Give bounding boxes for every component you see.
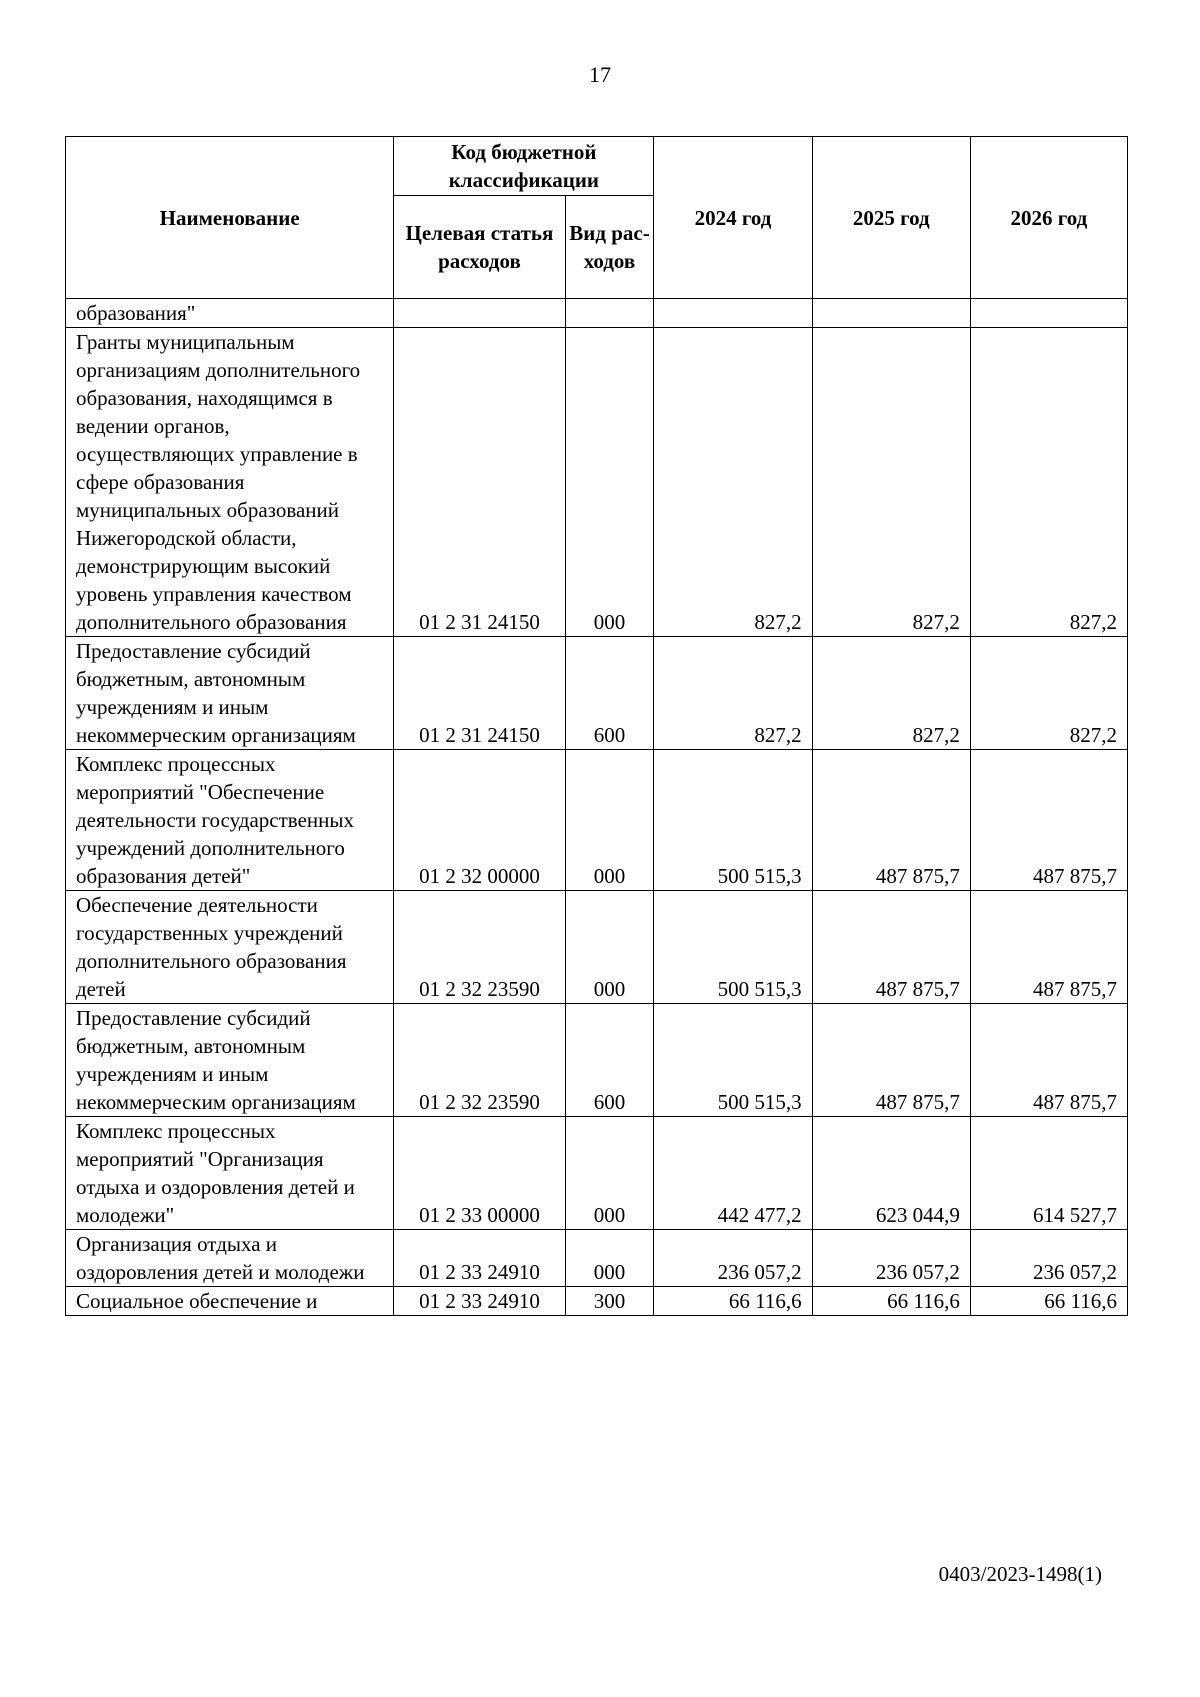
row-expense-type: 000 — [565, 328, 654, 637]
row-value-2026: 66 116,6 — [970, 1287, 1127, 1316]
header-year-2025: 2025 год — [812, 137, 970, 299]
row-value-2026 — [970, 299, 1127, 328]
row-name: Комплекс процессных мероприятий "Организация отдыха и оздоровления детей и молодежи" — [66, 1117, 394, 1230]
row-value-2025: 236 057,2 — [812, 1230, 970, 1287]
row-value-2026: 487 875,7 — [970, 750, 1127, 891]
row-target-code: 01 2 32 23590 — [394, 891, 565, 1004]
row-target-code: 01 2 32 23590 — [394, 1004, 565, 1117]
row-value-2025: 827,2 — [812, 328, 970, 637]
header-year-2026: 2026 год — [970, 137, 1127, 299]
row-value-2026: 827,2 — [970, 637, 1127, 750]
header-year-2024: 2024 год — [654, 137, 812, 299]
row-expense-type: 300 — [565, 1287, 654, 1316]
row-value-2025 — [812, 299, 970, 328]
row-value-2024: 500 515,3 — [654, 1004, 812, 1117]
header-target-article: Целевая статья расходов — [394, 196, 565, 299]
row-value-2024: 66 116,6 — [654, 1287, 812, 1316]
row-expense-type: 000 — [565, 891, 654, 1004]
row-name: Обеспечение деятельности государственных учреждений дополнительного образования детей — [66, 891, 394, 1004]
header-row-top — [66, 137, 1128, 196]
row-expense-type: 000 — [565, 1230, 654, 1287]
row-value-2025: 487 875,7 — [812, 1004, 970, 1117]
header-code-group: Код бюджетной классификации — [394, 137, 654, 196]
row-value-2026: 827,2 — [970, 328, 1127, 637]
row-name: Социальное обеспечение и — [66, 1287, 394, 1316]
document-code: 0403/2023-1498(1) — [938, 1562, 1102, 1586]
row-value-2024: 827,2 — [654, 637, 812, 750]
row-value-2026: 614 527,7 — [970, 1117, 1127, 1230]
header-name: Наименование — [66, 137, 394, 299]
row-name: Предоставление субсидий бюджетным, автономным учреждениям и иным некоммерческим организациям — [66, 1004, 394, 1117]
table-row — [66, 328, 1128, 637]
row-value-2024: 236 057,2 — [654, 1230, 812, 1287]
row-value-2024: 827,2 — [654, 328, 812, 637]
row-value-2024: 500 515,3 — [654, 750, 812, 891]
row-name: Гранты муниципальным организациям дополнительного образования, находящимся в ведении органов, осуществляющих управление в сфере образования муниципальных образований Нижегородской области, демонстрирующим высокий уровень управления качеством дополнительного образования — [66, 328, 394, 637]
table-row — [66, 1230, 1128, 1287]
table-row — [66, 1117, 1128, 1230]
row-value-2025: 66 116,6 — [812, 1287, 970, 1316]
table-row — [66, 1004, 1128, 1117]
row-name: Организация отдыха и оздоровления детей и молодежи — [66, 1230, 394, 1287]
row-value-2024: 442 477,2 — [654, 1117, 812, 1230]
row-expense-type: 600 — [565, 637, 654, 750]
row-target-code: 01 2 32 00000 — [394, 750, 565, 891]
row-value-2024 — [654, 299, 812, 328]
header-expense-type: Вид рас-ходов — [565, 196, 654, 299]
page-number: 17 — [589, 62, 611, 87]
row-expense-type: 000 — [565, 1117, 654, 1230]
row-target-code: 01 2 31 24150 — [394, 637, 565, 750]
row-value-2025: 623 044,9 — [812, 1117, 970, 1230]
table-row — [66, 299, 1128, 328]
row-value-2025: 827,2 — [812, 637, 970, 750]
row-value-2025: 487 875,7 — [812, 891, 970, 1004]
table-row — [66, 891, 1128, 1004]
row-target-code: 01 2 33 24910 — [394, 1287, 565, 1316]
row-name: образования" — [66, 299, 394, 328]
row-value-2026: 487 875,7 — [970, 1004, 1127, 1117]
row-expense-type — [565, 299, 654, 328]
row-target-code: 01 2 33 00000 — [394, 1117, 565, 1230]
row-target-code: 01 2 33 24910 — [394, 1230, 565, 1287]
table-row — [66, 750, 1128, 891]
row-target-code — [394, 299, 565, 328]
budget-table — [65, 136, 1128, 1316]
row-value-2026: 236 057,2 — [970, 1230, 1127, 1287]
row-name: Комплекс процессных мероприятий "Обеспечение деятельности государственных учреждений дополнительного образования детей" — [66, 750, 394, 891]
row-value-2026: 487 875,7 — [970, 891, 1127, 1004]
table-row — [66, 1287, 1128, 1316]
row-target-code: 01 2 31 24150 — [394, 328, 565, 637]
row-expense-type: 000 — [565, 750, 654, 891]
row-value-2025: 487 875,7 — [812, 750, 970, 891]
row-expense-type: 600 — [565, 1004, 654, 1117]
row-value-2024: 500 515,3 — [654, 891, 812, 1004]
table-row — [66, 637, 1128, 750]
row-name: Предоставление субсидий бюджетным, автономным учреждениям и иным некоммерческим организациям — [66, 637, 394, 750]
